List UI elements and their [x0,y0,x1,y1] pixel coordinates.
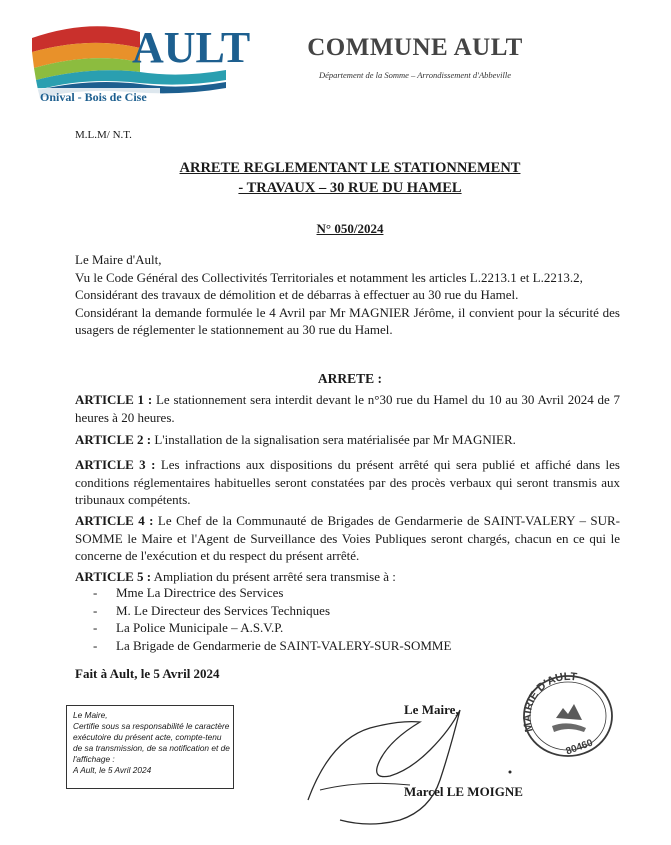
certification-line: exécutoire du présent acte, compte-tenu [73,732,222,742]
article-label: ARTICLE 2 : [75,432,152,447]
arrete-heading: ARRETE : [317,371,383,386]
article-text: Le Chef de la Communauté de Brigades de Gendarmerie de SAINT-VALERY – SUR-SOMME le Maire et l'Agent de Surveillance des Voies Publiques seront chargés, chacun en ce qui le concerne de l'exécution et du respect du présent arrêté. [75,513,621,563]
list-dash: - [93,637,98,653]
svg-text:80460: 80460 [564,737,595,758]
logo-subtitle: Onival - Bois de Cise [40,90,147,104]
article-label: ARTICLE 5 : [75,569,152,584]
certification-line: A Ault, le 5 Avril 2024 [73,765,152,775]
commune-subtitle: Département de la Somme – Arrondissement d'Abbeville [318,70,512,80]
article-2 [75,431,620,449]
preamble-line: Considérant des travaux de démolition et de débarras à effectuer au 30 rue du Hamel. [75,287,519,302]
article-3 [75,456,620,509]
list-item [93,637,613,655]
list-dash: - [93,585,98,600]
recipient-list [93,584,613,654]
logo-name: AULT [132,23,251,72]
article-label: ARTICLE 4 : [75,513,154,528]
article-text: Le stationnement sera interdit devant le n°30 rue du Hamel du 10 au 30 Avril 2024 de 7 heures à 20 heures. [75,392,621,425]
arrete-number: N° 050/2024 [316,221,384,236]
preamble-line: Vu le Code Général des Collectivités Territoriales et notamment les articles L.2213.1 et L.2213.2, [75,269,583,285]
list-dash: - [93,620,98,635]
document-title-line-1: ARRETE REGLEMENTANT LE STATIONNEMENT [179,160,521,176]
document-title-line-2: - TRAVAUX – 30 RUE DU HAMEL [238,180,462,196]
article-text: Ampliation du présent arrêté sera transmise à : [153,569,396,584]
certification-line: Certifie sous sa responsabilité le caractère [73,721,230,731]
list-item [93,619,613,637]
certification-line: l'affichage : [73,754,115,764]
certification-box [66,705,234,789]
preamble-line: Le Maire d'Ault, [75,252,162,267]
svg-text:MAIRIE D'AULT: MAIRIE D'AULT [521,670,578,734]
reference-code: M.L.M/ N.T. [75,129,132,141]
recipient: La Police Municipale – A.S.V.P. [116,620,284,635]
certification-line: Le Maire, [73,710,108,720]
recipient: La Brigade de Gendarmerie de SAINT-VALERY-SUR-SOMME [116,637,452,653]
article-1 [75,391,620,426]
article-text: L'installation de la signalisation sera matérialisée par Mr MAGNIER. [154,432,516,447]
certification-line: de sa transmission, de sa notification et de [73,743,230,753]
preamble [75,251,620,339]
article-label: ARTICLE 1 : [75,392,153,407]
list-dash: - [93,602,98,618]
article-label: ARTICLE 3 : [75,457,156,472]
article-5 [75,568,620,586]
signatory-role: Le Maire, [404,702,459,717]
commune-logo [30,18,251,108]
recipient: M. Le Directeur des Services Techniques [116,602,330,618]
list-item [93,584,613,602]
official-seal [508,662,628,762]
commune-title: COMMUNE AULT [307,34,523,61]
article-text: Les infractions aux dispositions du présent arrêté qui sera publié et affiché dans les conditions réglementaires habituelles seront constatées par des procès verbaux qui seront transmis aux tribunaux compétents. [75,457,620,507]
done-at-line: Fait à Ault, le 5 Avril 2024 [75,666,220,681]
signatory-name: Marcel LE MOIGNE [404,784,523,799]
article-4 [75,512,620,565]
preamble-line: Considérant la demande formulée le 4 Avril par Mr MAGNIER Jérôme, il convient pour la sécurité des usagers de réglementer le stationnement au 30 rue du Hamel. [75,304,620,337]
recipient: Mme La Directrice des Services [116,585,284,600]
list-item [93,602,613,620]
